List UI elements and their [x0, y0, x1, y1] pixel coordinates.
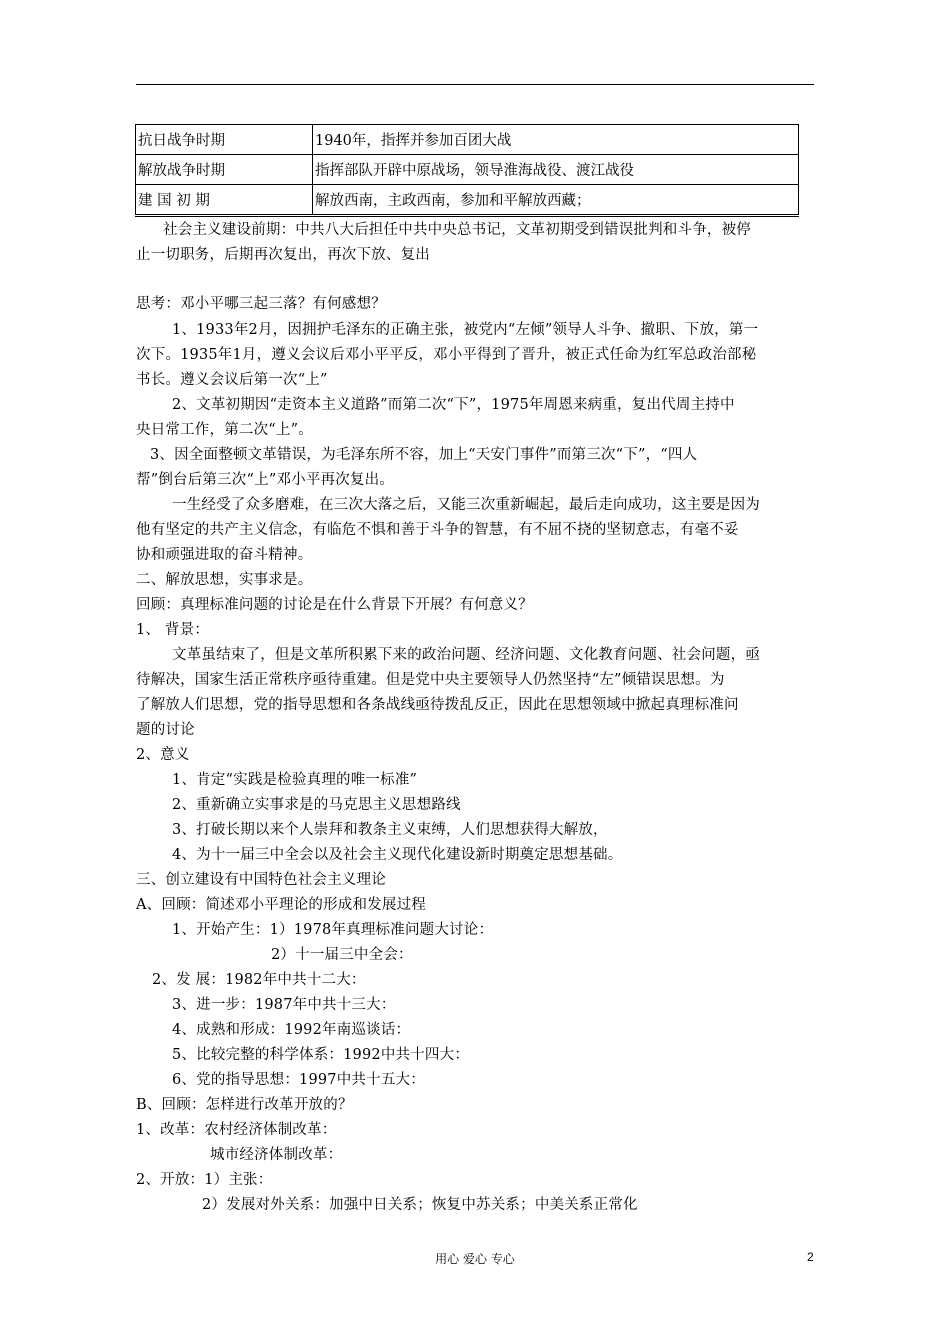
- section-question: 思考：邓小平哪三起三落？有何感想？: [136, 296, 386, 312]
- list-item: 2、发 展：1982年中共十二大：: [152, 972, 366, 988]
- paragraph-line: 3、因全面整顿文革错误，为毛泽东所不容，加上“天安门事件”而第三次“下”，“四人: [150, 447, 698, 463]
- table-row: [136, 185, 799, 216]
- paragraph-line: 协和顽强进取的奋斗精神。: [136, 547, 313, 563]
- list-item: 1、开始产生：1）1978年真理标准问题大讨论：: [172, 922, 494, 938]
- table-row: [136, 155, 799, 185]
- list-item: 6、党的指导思想：1997中共十五大：: [172, 1072, 425, 1088]
- list-item: 3、进一步：1987年中共十三大：: [172, 997, 396, 1013]
- paragraph-line: 待解决，国家生活正常秩序亟待重建。但是党中央主要领导人仍然坚持“左”倾错误思想。为: [136, 672, 725, 688]
- section-question: A、回顾：简述邓小平理论的形成和发展过程: [136, 897, 426, 913]
- table-row: [136, 125, 799, 155]
- deng-career-table: [135, 124, 799, 217]
- subheading: 2、意义: [136, 747, 190, 763]
- paragraph-line: 帮”倒台后第三次“上”邓小平再次复出。: [136, 472, 395, 488]
- event-cell: 1940年，指挥并参加百团大战: [313, 125, 799, 155]
- paragraph-line: 2、文革初期因“走资本主义道路”而第二次“下”，1975年周恩来病重，复出代周主持中: [172, 397, 735, 413]
- list-item: 3、打破长期以来个人崇拜和教条主义束缚，人们思想获得大解放，: [172, 822, 608, 838]
- list-item: 城市经济体制改革：: [210, 1147, 343, 1163]
- paragraph-line: 了解放人们思想，党的指导思想和各条战线亟待拨乱反正，因此在思想领域中掀起真理标准问: [136, 697, 739, 713]
- page-footer: 用心 爱心 专心: [435, 1252, 515, 1266]
- page-number: 2: [807, 1250, 814, 1264]
- list-item: 1、肯定“实践是检验真理的唯一标准”: [172, 772, 418, 788]
- section-question: B、回顾：怎样进行改革开放的？: [136, 1097, 353, 1113]
- paragraph-line: 央日常工作，第二次“上”。: [136, 422, 313, 438]
- paragraph-line: 文革虽结束了，但是文革所积累下来的政治问题、经济问题、文化教育问题、社会问题，亟: [172, 647, 760, 663]
- list-item: 4、为十一届三中全会以及社会主义现代化建设新时期奠定思想基础。: [172, 847, 623, 863]
- paragraph-line: 书长。遵义会议后第一次“上”: [136, 372, 328, 388]
- period-cell: 建 国 初 期: [136, 185, 313, 216]
- paragraph-line: 他有坚定的共产主义信念，有临危不惧和善于斗争的智慧，有不屈不挠的坚韧意志，有毫不妥: [136, 522, 739, 538]
- section-heading: 二、解放思想，实事求是。: [136, 572, 313, 588]
- paragraph-line: 1、1933年2月，因拥护毛泽东的正确主张，被党内“左倾”领导人斗争、撤职、下放，第一: [172, 322, 759, 338]
- list-item: 1、改革：农村经济体制改革：: [136, 1122, 337, 1138]
- paragraph-line: 次下。1935年1月，遵义会议后邓小平平反，邓小平得到了晋升，被正式任命为红军总政治部秘: [136, 347, 757, 363]
- paragraph-line: 一生经受了众多磨难，在三次大落之后，又能三次重新崛起，最后走向成功，这主要是因为: [172, 497, 760, 513]
- paragraph-line: 题的讨论: [136, 722, 195, 738]
- list-item: 2、开放：1）主张：: [136, 1172, 273, 1188]
- list-item: 5、比较完整的科学体系：1992中共十四大：: [172, 1047, 470, 1063]
- list-item: 2）发展对外关系：加强中日关系；恢复中苏关系；中美关系正常化: [202, 1197, 638, 1213]
- subheading: 1、 背景：: [136, 622, 210, 638]
- paragraph-line: 止一切职务，后期再次复出，再次下放、复出: [136, 247, 430, 263]
- header-rule: [136, 84, 814, 85]
- list-item: 2、重新确立实事求是的马克思主义思想路线: [172, 797, 461, 813]
- event-cell: 解放西南，主政西南，参加和平解放西藏；: [313, 185, 799, 216]
- event-cell: 指挥部队开辟中原战场，领导淮海战役、渡江战役: [313, 155, 799, 185]
- section-question: 回顾：真理标准问题的讨论是在什么背景下开展？有何意义？: [136, 597, 533, 613]
- period-cell: 抗日战争时期: [136, 125, 313, 155]
- list-item: 4、成熟和形成：1992年南巡谈话：: [172, 1022, 411, 1038]
- section-heading: 三、创立建设有中国特色社会主义理论: [136, 872, 386, 888]
- list-item: 2）十一届三中全会：: [271, 947, 413, 963]
- paragraph-line: 社会主义建设前期：中共八大后担任中共中央总书记，文革初期受到错误批判和斗争，被停: [163, 222, 751, 238]
- period-cell: 解放战争时期: [136, 155, 313, 185]
